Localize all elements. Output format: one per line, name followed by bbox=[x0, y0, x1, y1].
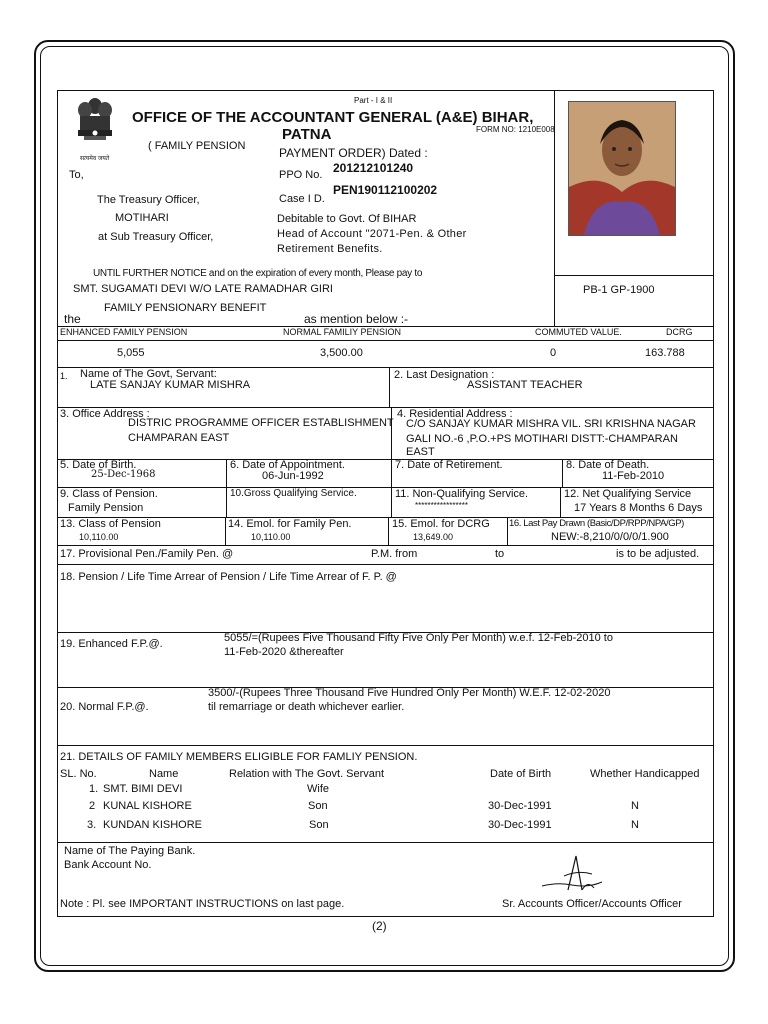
vrule-6-7 bbox=[391, 459, 392, 487]
field-5-label: 5. Date of Birth. bbox=[60, 459, 137, 471]
pay-grade: PB-1 GP-1900 bbox=[583, 284, 655, 296]
ppo-label: PPO No. bbox=[279, 169, 323, 181]
field-6-label: 6. Date of Appointment. bbox=[230, 459, 345, 471]
field-20-value-2: til remarriage or death whichever earlier. bbox=[208, 701, 405, 713]
field-8-label: 8. Date of Death. bbox=[566, 459, 650, 471]
sub-treasury: at Sub Treasury Officer, bbox=[98, 231, 214, 243]
field-18-label: 18. Pension / Life Time Arrear of Pension / Life Time Arrear of F. P. @ bbox=[60, 571, 397, 583]
header-enhanced: ENHANCED FAMILY PENSION bbox=[60, 327, 188, 337]
field-12-value: 17 Years 8 Months 6 Days bbox=[574, 502, 703, 514]
vrule-9-10 bbox=[226, 487, 227, 517]
treasury-place: MOTIHARI bbox=[115, 212, 169, 224]
field-1-label: Name of The Govt, Servant: bbox=[80, 368, 217, 380]
field-13-value: 10,110.00 bbox=[79, 532, 119, 542]
until-notice: UNTIL FURTHER NOTICE and on the expiration of every month, Please pay to bbox=[93, 268, 423, 279]
pension-type: ( FAMILY PENSION bbox=[148, 140, 246, 152]
field-11-label: 11. Non-Qualifying Service. bbox=[395, 488, 529, 500]
signature bbox=[538, 852, 608, 894]
debitable: Debitable to Govt. Of BIHAR bbox=[277, 213, 417, 225]
rule-1-2-bottom bbox=[57, 407, 714, 408]
rule-20-bottom bbox=[57, 745, 714, 746]
member-3-relation: Son bbox=[309, 819, 329, 831]
member-1-relation: Wife bbox=[307, 783, 329, 795]
family-header-dob: Date of Birth bbox=[490, 768, 552, 780]
case-id: PEN190112100202 bbox=[333, 183, 438, 197]
field-19-label: 19. Enhanced F.P.@. bbox=[60, 638, 163, 650]
rule-17-bottom bbox=[57, 564, 714, 565]
rule-amount-mid bbox=[57, 340, 714, 341]
family-header-sl: SL. No. bbox=[60, 768, 97, 780]
value-enhanced: 5,055 bbox=[117, 347, 145, 359]
member-3-name: KUNDAN KISHORE bbox=[103, 819, 203, 831]
header-commuted: COMMUTED VALUE. bbox=[535, 327, 622, 337]
vrule-5-6 bbox=[226, 459, 227, 487]
field-4-value-3: EAST bbox=[406, 446, 435, 458]
rule-13-16-bottom bbox=[57, 545, 714, 546]
form-number: FORM NO: 1210E008 bbox=[476, 125, 555, 134]
field-17-pm-from: P.M. from bbox=[371, 548, 418, 560]
field-9-label: 9. Class of Pension. bbox=[60, 488, 158, 500]
treasury-officer: The Treasury Officer, bbox=[97, 194, 200, 206]
vrule-11-12 bbox=[560, 487, 561, 517]
value-normal: 3,500.00 bbox=[320, 347, 363, 359]
value-commuted: 0 bbox=[550, 347, 557, 359]
field-2-label: 2. Last Designation : bbox=[394, 369, 495, 381]
member-1-name: SMT. BIMI DEVI bbox=[103, 783, 183, 795]
member-3-dob: 30-Dec-1991 bbox=[488, 819, 552, 831]
as-mention: as mention below :- bbox=[304, 312, 409, 326]
benefit-type: FAMILY PENSIONARY BENEFIT bbox=[104, 302, 267, 314]
field-1-value: LATE SANJAY KUMAR MISHRA bbox=[90, 379, 251, 391]
member-2-sl: 2 bbox=[89, 800, 96, 812]
field-19-value-1: 5055/=(Rupees Five Thousand Fifty Five Only Per Month) w.e.f. 12-Feb-2010 to bbox=[224, 632, 613, 644]
payment-order-label: PAYMENT ORDER) Dated : bbox=[279, 146, 428, 160]
field-12-label: 12. Net Qualifying Service bbox=[564, 488, 692, 500]
member-2-dob: 30-Dec-1991 bbox=[488, 800, 552, 812]
member-2-handicapped: N bbox=[631, 800, 639, 812]
vrule-15-16 bbox=[507, 517, 508, 545]
value-dcrg: 163.788 bbox=[645, 347, 685, 359]
photo-divider bbox=[554, 90, 555, 327]
the-label: the bbox=[64, 312, 81, 326]
office-title: OFFICE OF THE ACCOUNTANT GENERAL (A&E) BIHAR, bbox=[132, 109, 534, 126]
member-2-name: KUNAL KISHORE bbox=[103, 800, 192, 812]
vrule-13-14 bbox=[225, 517, 226, 545]
emblem-caption: सत्यमेव जयते bbox=[80, 156, 110, 162]
field-11-value: ***************** bbox=[415, 501, 468, 510]
note-instructions: Note : Pl. see IMPORTANT INSTRUCTIONS on last page. bbox=[60, 898, 345, 910]
header-dcrg: DCRG bbox=[666, 327, 693, 337]
field-9-value: Family Pension bbox=[68, 502, 144, 514]
field-16-label: 16. Last Pay Drawn (Basic/DP/RPP/NPA/GP) bbox=[509, 518, 684, 529]
vrule-1-2 bbox=[389, 367, 390, 407]
photo-bottom-rule bbox=[554, 275, 714, 276]
vrule-14-15 bbox=[388, 517, 389, 545]
member-1-sl: 1. bbox=[89, 783, 99, 795]
bank-account-label: Bank Account No. bbox=[64, 859, 152, 871]
field-3-value-1: DISTRIC PROGRAMME OFFICER ESTABLISHMENT bbox=[128, 417, 394, 429]
field-17-label: 17. Provisional Pen./Family Pen. @ bbox=[60, 548, 234, 560]
vrule-10-11 bbox=[391, 487, 392, 517]
field-1-number: 1. bbox=[60, 371, 68, 381]
family-title: 21. DETAILS OF FAMILY MEMBERS ELIGIBLE FOR FAMLIY PENSION. bbox=[60, 751, 418, 763]
family-header-handicapped: Whether Handicapped bbox=[590, 768, 700, 780]
member-2-relation: Son bbox=[308, 800, 328, 812]
field-14-label: 14. Emol. for Family Pen. bbox=[228, 518, 352, 530]
field-4-value-2: GALI NO.-6 ,P.O.+PS MOTIHARI DISTT:-CHAMPARAN bbox=[406, 433, 678, 445]
emblem-icon bbox=[70, 96, 120, 160]
field-20-label: 20. Normal F.P.@. bbox=[60, 701, 149, 713]
field-15-value: 13,649.00 bbox=[413, 532, 454, 542]
member-3-handicapped: N bbox=[631, 819, 639, 831]
retirement-benefits: Retirement Benefits. bbox=[277, 243, 383, 255]
field-3-label: 3. Office Address : bbox=[60, 408, 150, 420]
bank-name-label: Name of The Paying Bank. bbox=[64, 845, 196, 857]
head-of-account: Head of Account "2071-Pen. & Other bbox=[277, 228, 467, 240]
field-7-label: 7. Date of Retirement. bbox=[395, 459, 503, 471]
officer-title: Sr. Accounts Officer/Accounts Officer bbox=[502, 898, 682, 910]
office-city: PATNA bbox=[282, 126, 332, 143]
page-number: (2) bbox=[372, 919, 387, 933]
vrule-7-8 bbox=[562, 459, 563, 487]
field-20-value-1: 3500/-(Rupees Three Thousand Five Hundred Only Per Month) W.E.F. 12-02-2020 bbox=[208, 687, 611, 699]
rule-family-bottom bbox=[57, 842, 714, 843]
field-10-label: 10.Gross Qualifying Service. bbox=[230, 488, 357, 499]
field-15-label: 15. Emol. for DCRG bbox=[392, 518, 490, 530]
family-header-relation: Relation with The Govt. Servant bbox=[229, 768, 385, 780]
field-4-label: 4. Residential Address : bbox=[397, 408, 513, 420]
payee-name: SMT. SUGAMATI DEVI W/O LATE RAMADHAR GIRI bbox=[73, 283, 333, 295]
pensioner-photo bbox=[568, 101, 676, 236]
field-8-value: 11-Feb-2010 bbox=[602, 470, 665, 482]
header-normal: NORMAL FAMILIY PENSION bbox=[283, 327, 402, 337]
field-2-value: ASSISTANT TEACHER bbox=[467, 379, 583, 391]
field-16-value: NEW:-8,210/0/0/0/1.900 bbox=[551, 531, 669, 543]
part-label: Part - I & II bbox=[354, 96, 393, 105]
field-19-value-2: 11-Feb-2020 &thereafter bbox=[224, 646, 344, 658]
field-14-value: 10,110.00 bbox=[251, 532, 291, 542]
vrule-3-4 bbox=[391, 407, 392, 459]
field-17-adjusted: is to be adjusted. bbox=[616, 548, 700, 560]
field-13-label: 13. Class of Pension bbox=[60, 518, 161, 530]
member-3-sl: 3. bbox=[87, 819, 97, 831]
field-6-value: 06-Jun-1992 bbox=[262, 470, 324, 482]
field-5-value: 25-Dec-1968 bbox=[91, 469, 156, 480]
family-header-name: Name bbox=[149, 768, 179, 780]
ppo-number: 201212101240 bbox=[333, 161, 414, 175]
field-17-to: to bbox=[495, 548, 505, 560]
field-4-value-1: C/O SANJAY KUMAR MISHRA VIL. SRI KRISHNA NAGAR bbox=[406, 418, 696, 430]
field-3-value-2: CHAMPARAN EAST bbox=[128, 432, 230, 444]
to-label: To, bbox=[69, 169, 84, 181]
case-label: Case I D. bbox=[279, 193, 325, 205]
